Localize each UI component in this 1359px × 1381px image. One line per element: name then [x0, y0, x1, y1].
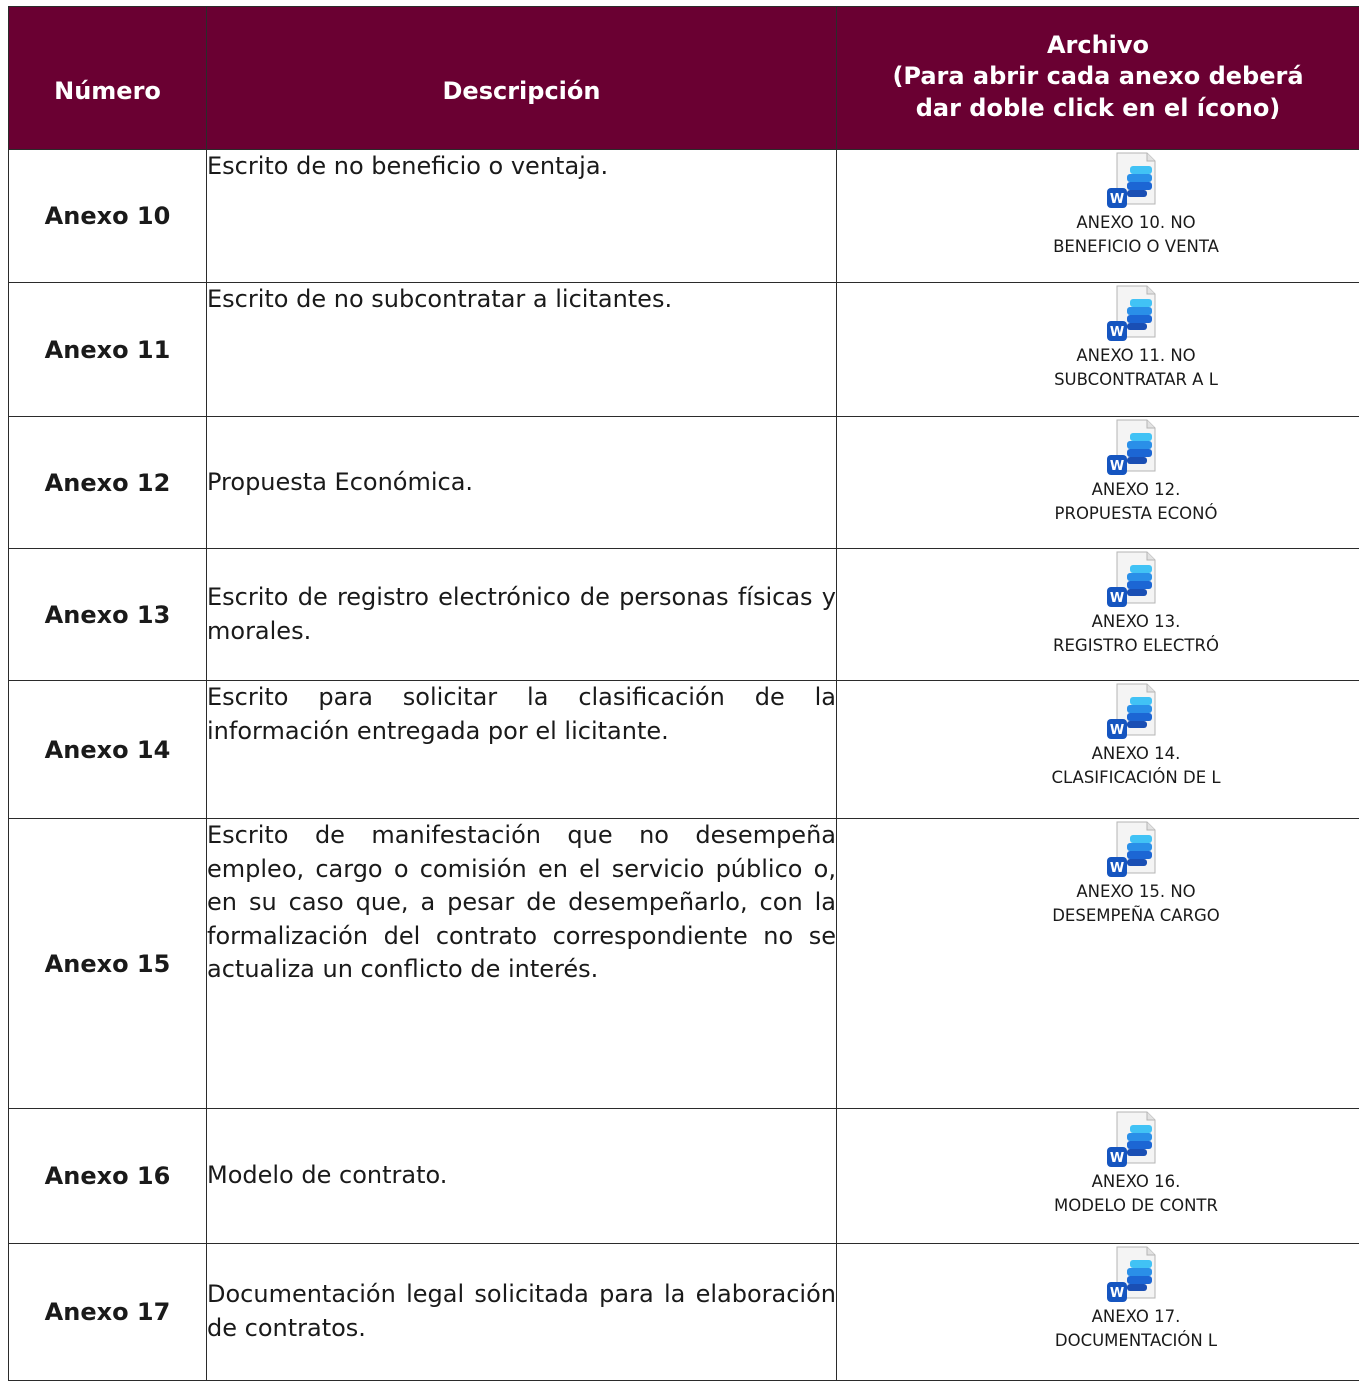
row-number: Anexo 10 [9, 150, 207, 283]
embedded-file[interactable] [1001, 819, 1271, 928]
header-archivo-line2: (Para abrir cada anexo deberá [837, 61, 1359, 92]
row-description: Propuesta Económica. [207, 417, 837, 549]
file-label-line2: PROPUESTA ECONÓ [1036, 503, 1236, 525]
file-label-line2: MODELO DE CONTR [1036, 1195, 1236, 1217]
file-label-line1: ANEXO 15. NO [1036, 881, 1236, 903]
row-description: Modelo de contrato. [207, 1109, 837, 1244]
row-number: Anexo 14 [9, 681, 207, 819]
file-label-line2: DOCUMENTACIÓN L [1036, 1330, 1236, 1352]
word-document-icon[interactable] [1103, 821, 1169, 879]
file-label-line2: DESEMPEÑA CARGO [1036, 905, 1236, 927]
table-header-row [9, 7, 1359, 150]
svg-text:W: W [1110, 723, 1124, 738]
row-description: Escrito para solicitar la clasificación de la información entregada por el licitante. [207, 681, 837, 819]
row-file-cell [837, 417, 1359, 549]
row-number: Anexo 17 [9, 1244, 207, 1381]
annex-table [8, 6, 1359, 1381]
embedded-file[interactable] [1001, 417, 1271, 526]
svg-text:W: W [1110, 459, 1124, 474]
svg-text:W: W [1110, 192, 1124, 207]
svg-text:W: W [1110, 1286, 1124, 1301]
svg-text:W: W [1110, 325, 1124, 340]
svg-text:W: W [1110, 861, 1124, 876]
file-label-line1: ANEXO 16. [1036, 1171, 1236, 1193]
row-number: Anexo 12 [9, 417, 207, 549]
row-file-cell [837, 681, 1359, 819]
file-label-line2: SUBCONTRATAR A L [1036, 369, 1236, 391]
table-row [9, 150, 1359, 283]
row-description: Escrito de no beneficio o ventaja. [207, 150, 837, 283]
embedded-file[interactable] [1001, 150, 1271, 259]
word-document-icon[interactable] [1103, 152, 1169, 210]
row-description: Escrito de registro electrónico de personas físicas y morales. [207, 549, 837, 681]
file-label-line1: ANEXO 10. NO [1036, 212, 1236, 234]
row-description: Escrito de manifestación que no desempeña empleo, cargo o comisión en el servicio público o, en su caso que, a pesar de desempeñarlo, con la formalización del contrato correspondiente no se actualiza un conflicto de interés. [207, 819, 837, 1109]
row-number: Anexo 11 [9, 283, 207, 417]
header-archivo-line3: dar doble click en el ícono) [837, 93, 1359, 124]
word-document-icon[interactable] [1103, 419, 1169, 477]
table-row [9, 1244, 1359, 1381]
header-numero: Número [9, 7, 207, 150]
row-file-cell [837, 549, 1359, 681]
row-file-cell [837, 283, 1359, 417]
word-document-icon[interactable] [1103, 1111, 1169, 1169]
file-label-line2: BENEFICIO O VENTA [1036, 236, 1236, 258]
header-descripcion: Descripción [207, 7, 837, 150]
table-row [9, 1109, 1359, 1244]
row-file-cell [837, 819, 1359, 1109]
word-document-icon[interactable] [1103, 285, 1169, 343]
file-label-line2: REGISTRO ELECTRÓ [1036, 635, 1236, 657]
embedded-file[interactable] [1001, 1244, 1271, 1353]
header-archivo [837, 7, 1359, 150]
file-label-line1: ANEXO 14. [1036, 743, 1236, 765]
row-file-cell [837, 150, 1359, 283]
embedded-file[interactable] [1001, 681, 1271, 790]
file-label-line2: CLASIFICACIÓN DE L [1036, 767, 1236, 789]
row-number: Anexo 16 [9, 1109, 207, 1244]
row-description: Escrito de no subcontratar a licitantes. [207, 283, 837, 417]
header-archivo-line1: Archivo [837, 30, 1359, 61]
table-row [9, 549, 1359, 681]
svg-text:W: W [1110, 591, 1124, 606]
table-row [9, 417, 1359, 549]
row-number: Anexo 15 [9, 819, 207, 1109]
row-description: Documentación legal solicitada para la elaboración de contratos. [207, 1244, 837, 1381]
file-label-line1: ANEXO 13. [1036, 611, 1236, 633]
row-number: Anexo 13 [9, 549, 207, 681]
file-label-line1: ANEXO 17. [1036, 1306, 1236, 1328]
table-row [9, 283, 1359, 417]
word-document-icon[interactable] [1103, 683, 1169, 741]
embedded-file[interactable] [1001, 1109, 1271, 1218]
row-file-cell [837, 1109, 1359, 1244]
svg-text:W: W [1110, 1151, 1124, 1166]
embedded-file[interactable] [1001, 283, 1271, 392]
file-label-line1: ANEXO 11. NO [1036, 345, 1236, 367]
word-document-icon[interactable] [1103, 551, 1169, 609]
table-row [9, 681, 1359, 819]
embedded-file[interactable] [1001, 549, 1271, 658]
word-document-icon[interactable] [1103, 1246, 1169, 1304]
row-file-cell [837, 1244, 1359, 1381]
file-label-line1: ANEXO 12. [1036, 479, 1236, 501]
table-row [9, 819, 1359, 1109]
